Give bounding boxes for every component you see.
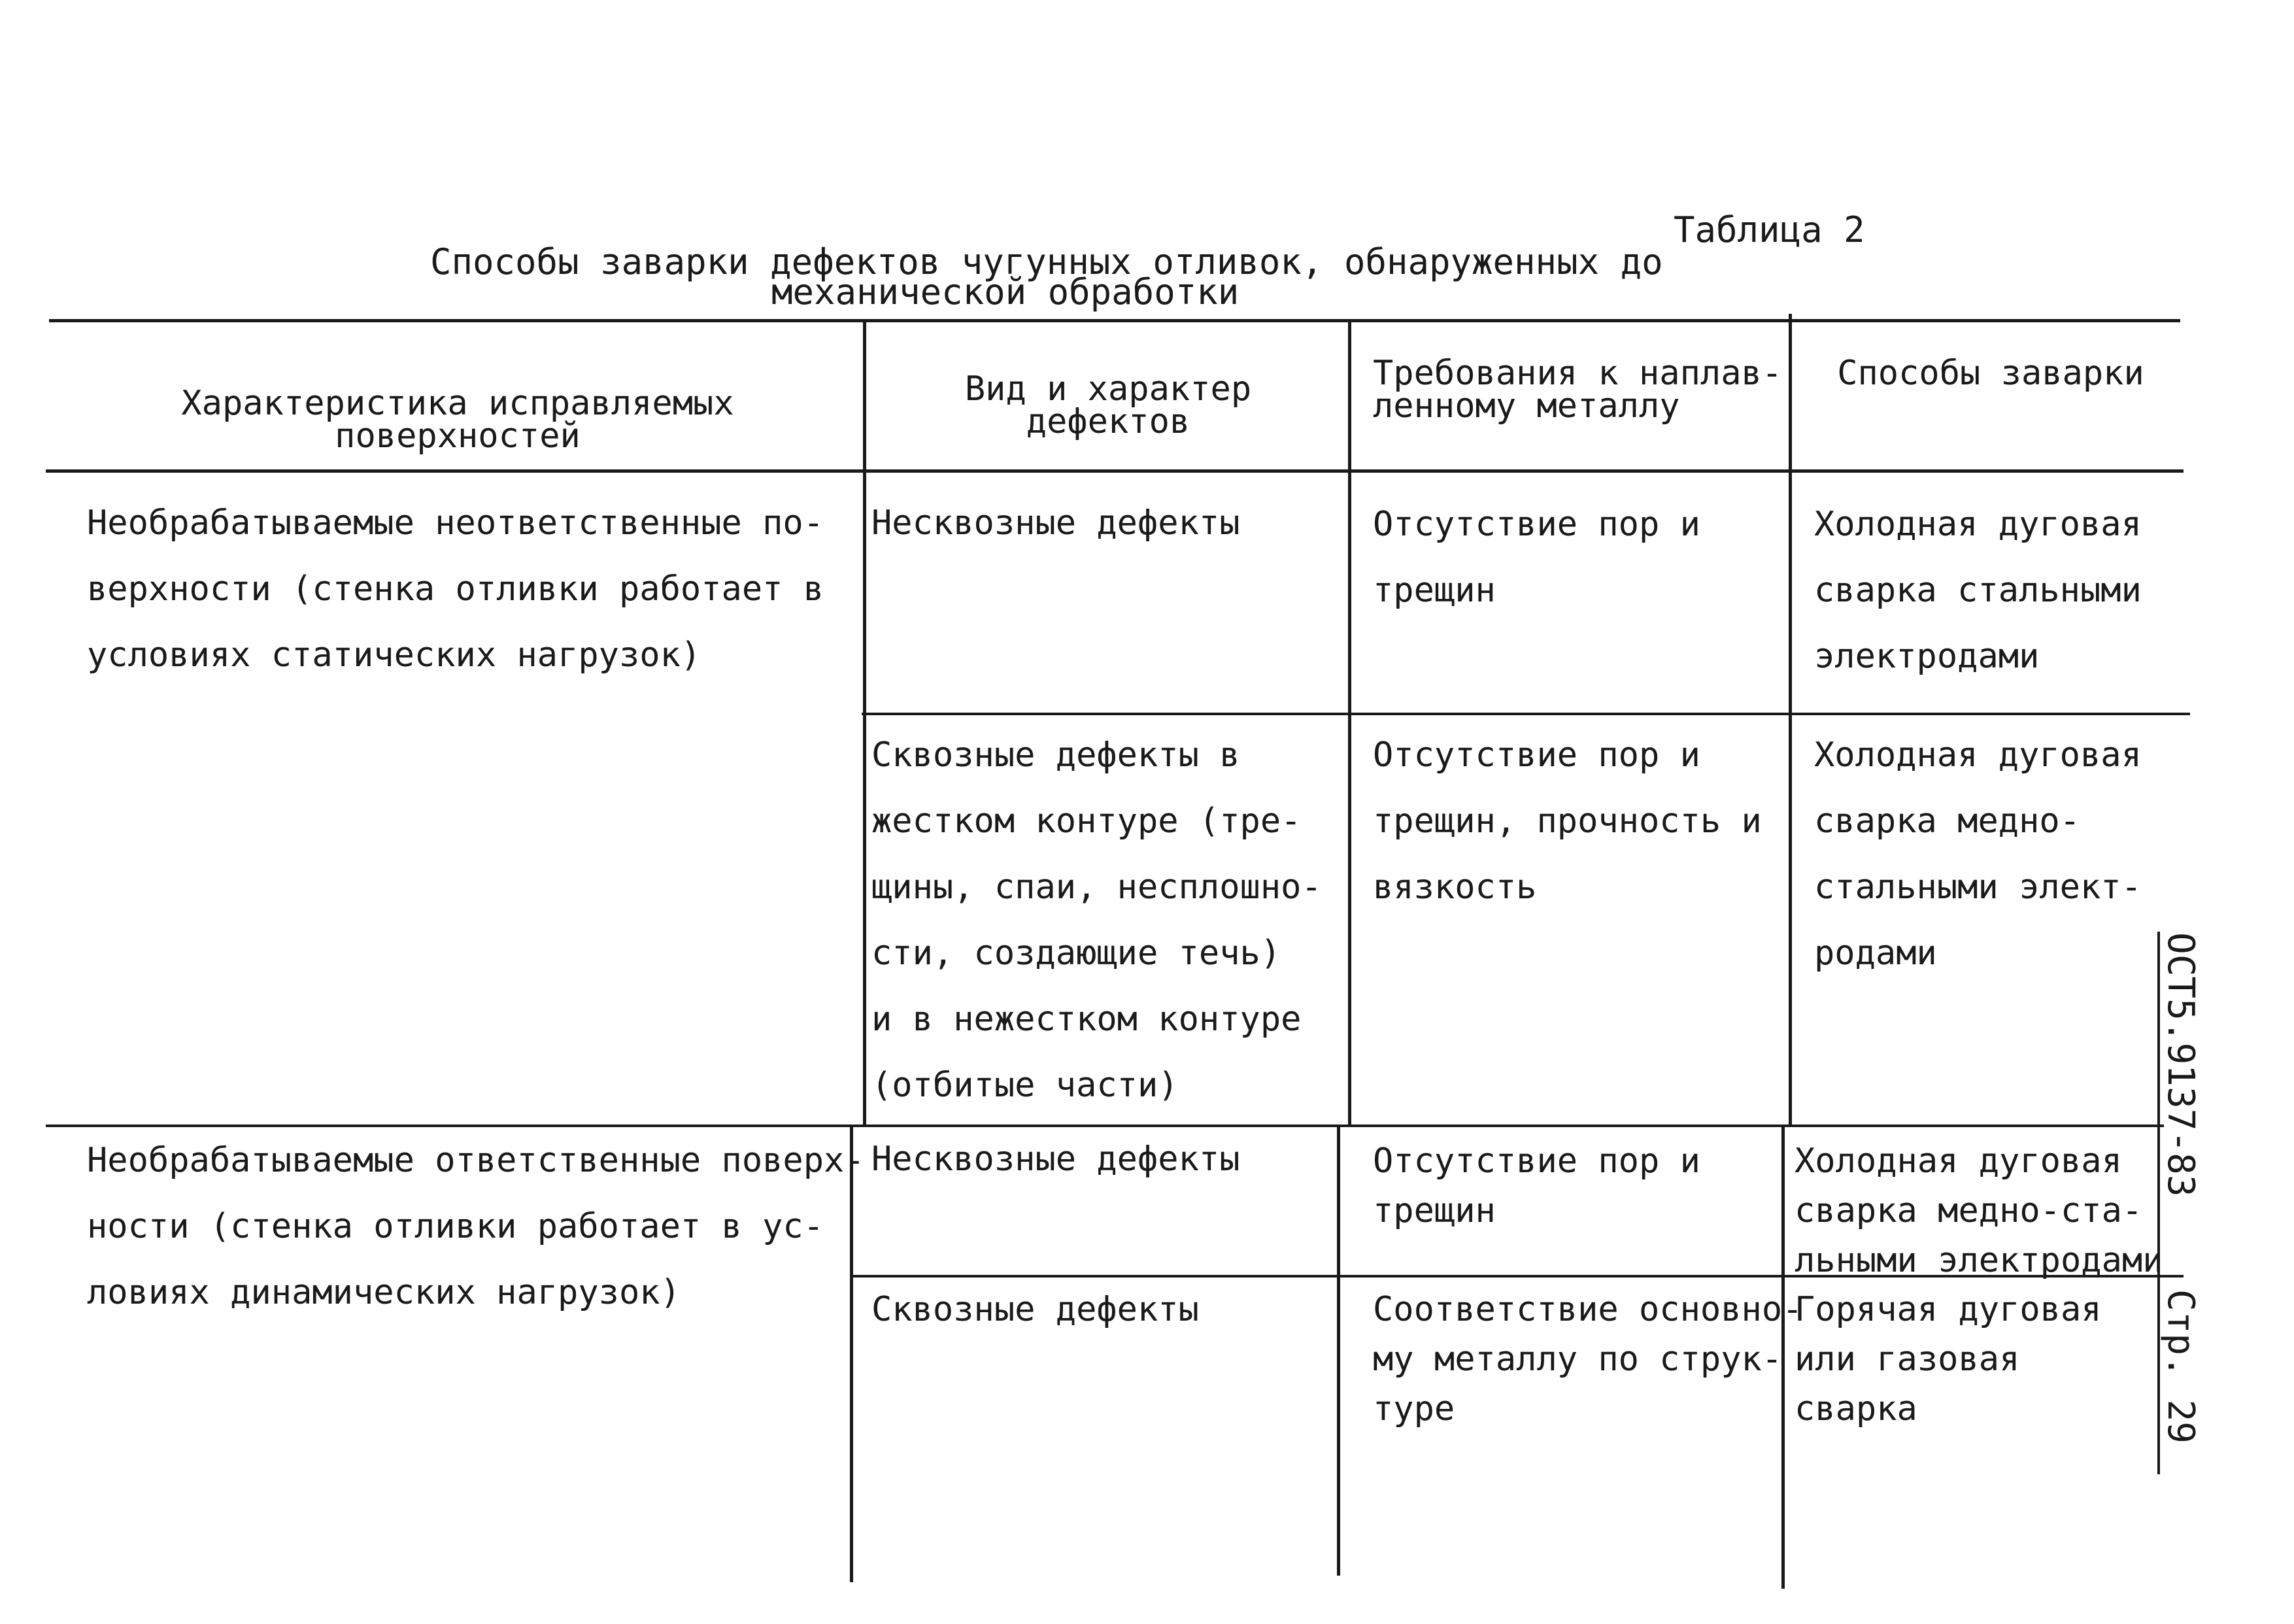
requirement-cell-g2-r2: Соответствие основно- му металлу по струк- туре — [1373, 1290, 1803, 1429]
column-divider-2-lower — [1337, 1125, 1340, 1576]
requirement-cell-g2-r1: Отсутствие пор и трещин — [1373, 1142, 1700, 1230]
column-divider-2 — [1348, 319, 1351, 1125]
defect-cell-g1-r1: Несквозные дефекты — [871, 503, 1240, 543]
table-title-line-1: Способы заварки дефектов чугунных отливок, обнаруженных до — [430, 241, 1663, 282]
defect-cell-g2-r2: Сквозные дефекты — [871, 1290, 1199, 1329]
header-surface-characteristic: Характеристика исправляемых поверхностей — [181, 384, 734, 456]
table-label: Таблица 2 — [1674, 209, 1865, 250]
table-title-line-2: механической обработки — [771, 271, 1240, 313]
column-divider-3 — [1789, 314, 1792, 1125]
page-number: Стр. 29 — [2159, 1289, 2202, 1444]
header-deposit-requirements: Требования к наплав- ленному металлу — [1373, 354, 1783, 426]
defect-cell-g1-r2: Сквозные дефекты в жестком контуре (тре- щины, спаи, несплошно- сти, создающие течь) и в нежестком контуре (отбитые части) — [871, 736, 1322, 1105]
surface-cell-static: Необрабатываемые неответственные по- верхности (стенка отливки работает в условиях статических нагрузок) — [87, 503, 824, 675]
requirement-cell-g1-r1: Отсутствие пор и трещин — [1373, 505, 1700, 610]
method-cell-g1-r1: Холодная дуговая сварка стальными электродами — [1814, 505, 2142, 676]
column-divider-1 — [863, 319, 866, 1125]
requirement-cell-g1-r2: Отсутствие пор и трещин, прочность и вязкость — [1373, 736, 1762, 907]
method-cell-g2-r1: Холодная дуговая сварка медно-ста- льными электродами — [1795, 1142, 2163, 1280]
method-cell-g2-r2: Горячая дуговая или газовая сварка — [1795, 1290, 2102, 1429]
table-top-rule — [49, 319, 2180, 322]
header-defect-type: Вид и характер дефектов — [964, 369, 1252, 441]
method-cell-g1-r2: Холодная дуговая сварка медно- стальными элект- родами — [1814, 736, 2142, 973]
document-code: ОСТ5.9137-83 — [2159, 932, 2202, 1197]
row-divider-group1-r1 — [862, 713, 2190, 715]
header-bottom-rule — [46, 469, 2184, 473]
group-divider — [46, 1125, 2164, 1127]
surface-cell-dynamic: Необрабатываемые ответственные поверх- ности (стенка отливки работает в ус- ловиях динамических нагрузок) — [87, 1141, 865, 1312]
defect-cell-g2-r1: Несквозные дефекты — [871, 1140, 1240, 1179]
header-welding-methods: Способы заварки — [1837, 354, 2144, 393]
